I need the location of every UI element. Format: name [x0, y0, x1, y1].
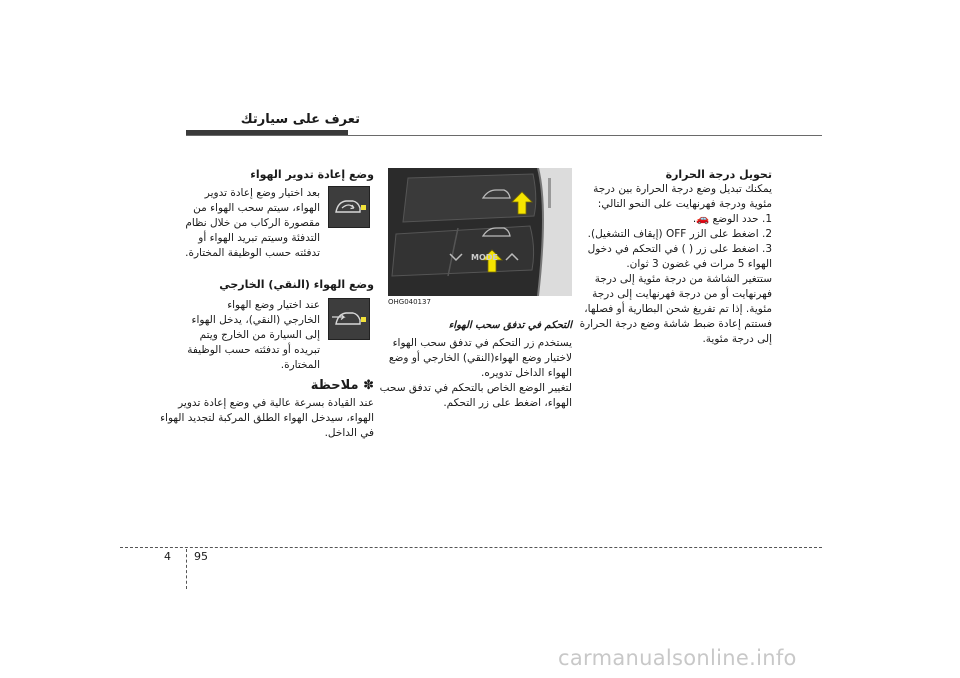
- air-intake-control-photo: [388, 168, 572, 296]
- text-line: التدفئة وسيتم تبريد الهواء أو: [198, 232, 320, 244]
- text-line: لتغيير الوضع الخاص بالتحكم في تدفق سحب: [379, 382, 572, 394]
- text-line: مقصورة الركاب من خلال نظام: [185, 217, 320, 229]
- text-line: الهواء 5 مرات في غضون 3 ثوان.: [626, 258, 772, 270]
- fresh-air-heading: وضع الهواء (النقي) الخارجي: [219, 278, 374, 291]
- note-title: ملاحظة: [310, 378, 359, 393]
- text-line: المختارة.: [280, 359, 320, 371]
- note-heading: [190, 378, 374, 393]
- text-line: في الداخل.: [324, 427, 374, 439]
- text-line: تدفئته حسب الوظيفة المختارة.: [185, 247, 320, 259]
- footer-vertical-divider: [186, 549, 187, 589]
- air-intake-text: [379, 336, 572, 411]
- text-line: ستتغير الشاشة من درجة مئوية إلى درجة: [594, 273, 772, 285]
- temp-conversion-heading: تحويل درجة الحرارة: [665, 168, 772, 181]
- watermark: carmanualsonline.info: [558, 646, 797, 670]
- text-line: فهرنهايت أو من درجة فهرنهايت إلى درجة: [592, 288, 772, 300]
- text-line: الخارجي (النقي)، يدخل الهواء: [191, 314, 320, 326]
- recirculation-air-icon: [330, 188, 368, 226]
- text-line: 2. اضغط على الزر OFF (إيقاف التشغيل).: [587, 228, 772, 240]
- recirculation-heading: وضع إعادة تدوير الهواء: [250, 168, 374, 181]
- text-line: عند القيادة بسرعة عالية في وضع إعادة تدوير: [178, 397, 374, 409]
- temp-conversion-text: [579, 182, 772, 347]
- text-line: يمكنك تبديل وضع درجة الحرارة بين درجة: [593, 183, 772, 195]
- page-number: 95: [194, 550, 208, 563]
- fresh-air-text: [187, 298, 320, 373]
- mode-label: MODE: [471, 253, 498, 262]
- fresh-air-icon: [330, 300, 368, 338]
- text-line: لاختيار وضع الهواء(النقي) الخارجي أو وضع: [388, 352, 572, 364]
- text-line: الهواء الداخل تدويره.: [481, 367, 572, 379]
- text-line: إلى درجة مئوية.: [702, 333, 772, 345]
- text-line: 1. حدد الوضع 🚗.: [692, 213, 772, 225]
- text-line: يستخدم زر التحكم في تدفق سحب الهواء: [392, 337, 572, 349]
- note-symbol: ✽: [363, 378, 374, 393]
- fresh-air-icon-box: [328, 298, 370, 340]
- footer-divider: [120, 547, 822, 548]
- text-line: إلى السيارة من الخارج ويتم: [199, 329, 320, 341]
- text-line: فستتم إعادة ضبط شاشة وضع درجة الحرارة: [579, 318, 772, 330]
- header-title: تعرف على سيارتك: [240, 112, 360, 127]
- image-code: OHG040137: [388, 298, 431, 306]
- recirculation-icon-box: [328, 186, 370, 228]
- text-line: مئوية. إذا تم تفريغ شحن البطارية أو فصلها،: [584, 303, 772, 315]
- text-line: الهواء، سيدخل الهواء الطلق المركبة لتجديد الهواء: [160, 412, 374, 424]
- text-line: تبريده أو تدفئته حسب الوظيفة: [187, 344, 320, 356]
- text-line: مئوية ودرجة فهرنهايت على النحو التالي:: [597, 198, 772, 210]
- recirculation-text: [185, 186, 320, 261]
- text-line: بعد اختيار وضع إعادة تدوير: [204, 187, 320, 199]
- note-text: [160, 396, 374, 441]
- text-line: 3. اضغط على زر ( ) في التحكم في دخول: [587, 243, 772, 255]
- text-line: الهواء، سيتم سحب الهواء من: [193, 202, 320, 214]
- header-rule-thin: [186, 135, 822, 136]
- text-line: الهواء، اضغط على زر التحكم.: [443, 397, 572, 409]
- section-number: 4: [164, 550, 171, 563]
- text-line: عند اختيار وضع الهواء: [227, 299, 320, 311]
- air-intake-caption: التحكم في تدفق سحب الهواء: [448, 320, 572, 331]
- control-panel-illustration: [388, 168, 572, 296]
